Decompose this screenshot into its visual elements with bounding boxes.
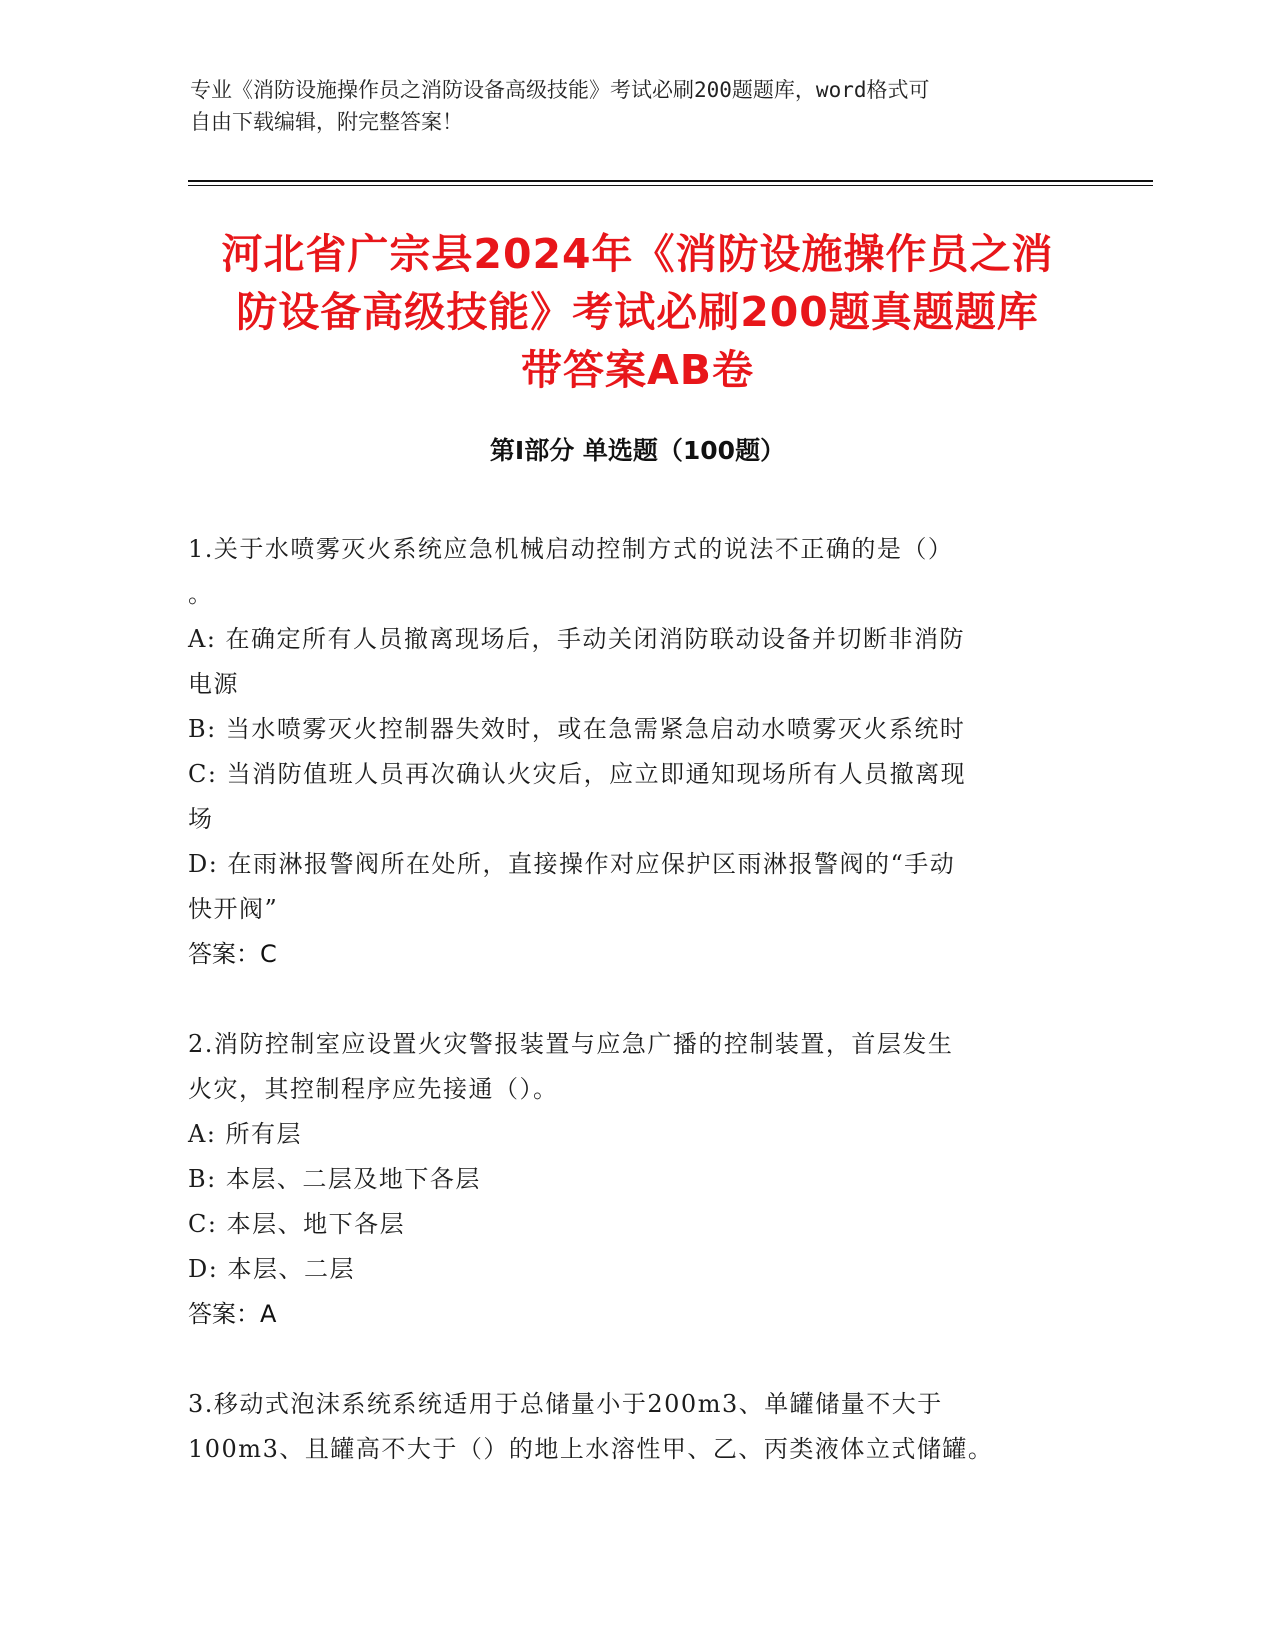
question-1 (188, 527, 1078, 977)
question-stem-continued: 100m3、且罐高不大于（）的地上水溶性甲、乙、丙类液体立式储罐。 (188, 1435, 994, 1463)
answer: 答案：C (188, 940, 277, 968)
option-d-continued: 快开阀” (188, 895, 279, 923)
option-c-continued: 场 (188, 805, 214, 833)
header-note-line-2: 自由下载编辑，附完整答案！ (190, 110, 463, 134)
option-b: B: 本层、二层及地下各层 (188, 1165, 481, 1193)
header-divider-thin (188, 185, 1153, 186)
document-title (150, 225, 1125, 399)
header-divider-thick (188, 180, 1153, 182)
option-b: B: 当水喷雾灭火控制器失效时，或在急需紧急启动水喷雾灭火系统时 (188, 715, 966, 743)
question-stem: 1.关于水喷雾灭火系统应急机械启动控制方式的说法不正确的是（） (188, 535, 954, 563)
question-spacer (188, 977, 1078, 1022)
option-d: D: 本层、二层 (188, 1255, 355, 1283)
option-c: C: 本层、地下各层 (188, 1210, 406, 1238)
option-a-continued: 电源 (188, 670, 239, 698)
option-a: A: 所有层 (188, 1120, 303, 1148)
question-3 (188, 1382, 1078, 1472)
question-stem-continued: 火灾，其控制程序应先接通（）。 (188, 1075, 559, 1103)
question-list (188, 527, 1078, 1472)
section-heading: 第I部分 单选题（100题） (489, 436, 786, 465)
answer: 答案：A (188, 1300, 277, 1328)
question-stem-continued: 。 (188, 580, 214, 608)
title-line-1: 河北省广宗县2024年《消防设施操作员之消 (221, 230, 1054, 278)
option-c: C: 当消防值班人员再次确认火灾后，应立即通知现场所有人员撤离现 (188, 760, 967, 788)
question-stem: 3.移动式泡沫系统系统适用于总储量小于200m3、单罐储量不大于 (188, 1390, 943, 1418)
question-spacer (188, 1337, 1078, 1382)
title-line-2: 防设备高级技能》考试必刷200题真题题库 (236, 288, 1039, 336)
question-2 (188, 1022, 1078, 1337)
option-d: D: 在雨淋报警阀所在处所，直接操作对应保护区雨淋报警阀的“手动 (188, 850, 956, 878)
header-note (190, 74, 1080, 138)
title-line-3: 带答案AB卷 (521, 346, 754, 394)
question-stem: 2.消防控制室应设置火灾警报装置与应急广播的控制装置，首层发生 (188, 1030, 954, 1058)
header-note-line-1: 专业《消防设施操作员之消防设备高级技能》考试必刷200题题库，word格式可 (190, 78, 930, 102)
option-a: A: 在确定所有人员撤离现场后，手动关闭消防联动设备并切断非消防 (188, 625, 966, 653)
